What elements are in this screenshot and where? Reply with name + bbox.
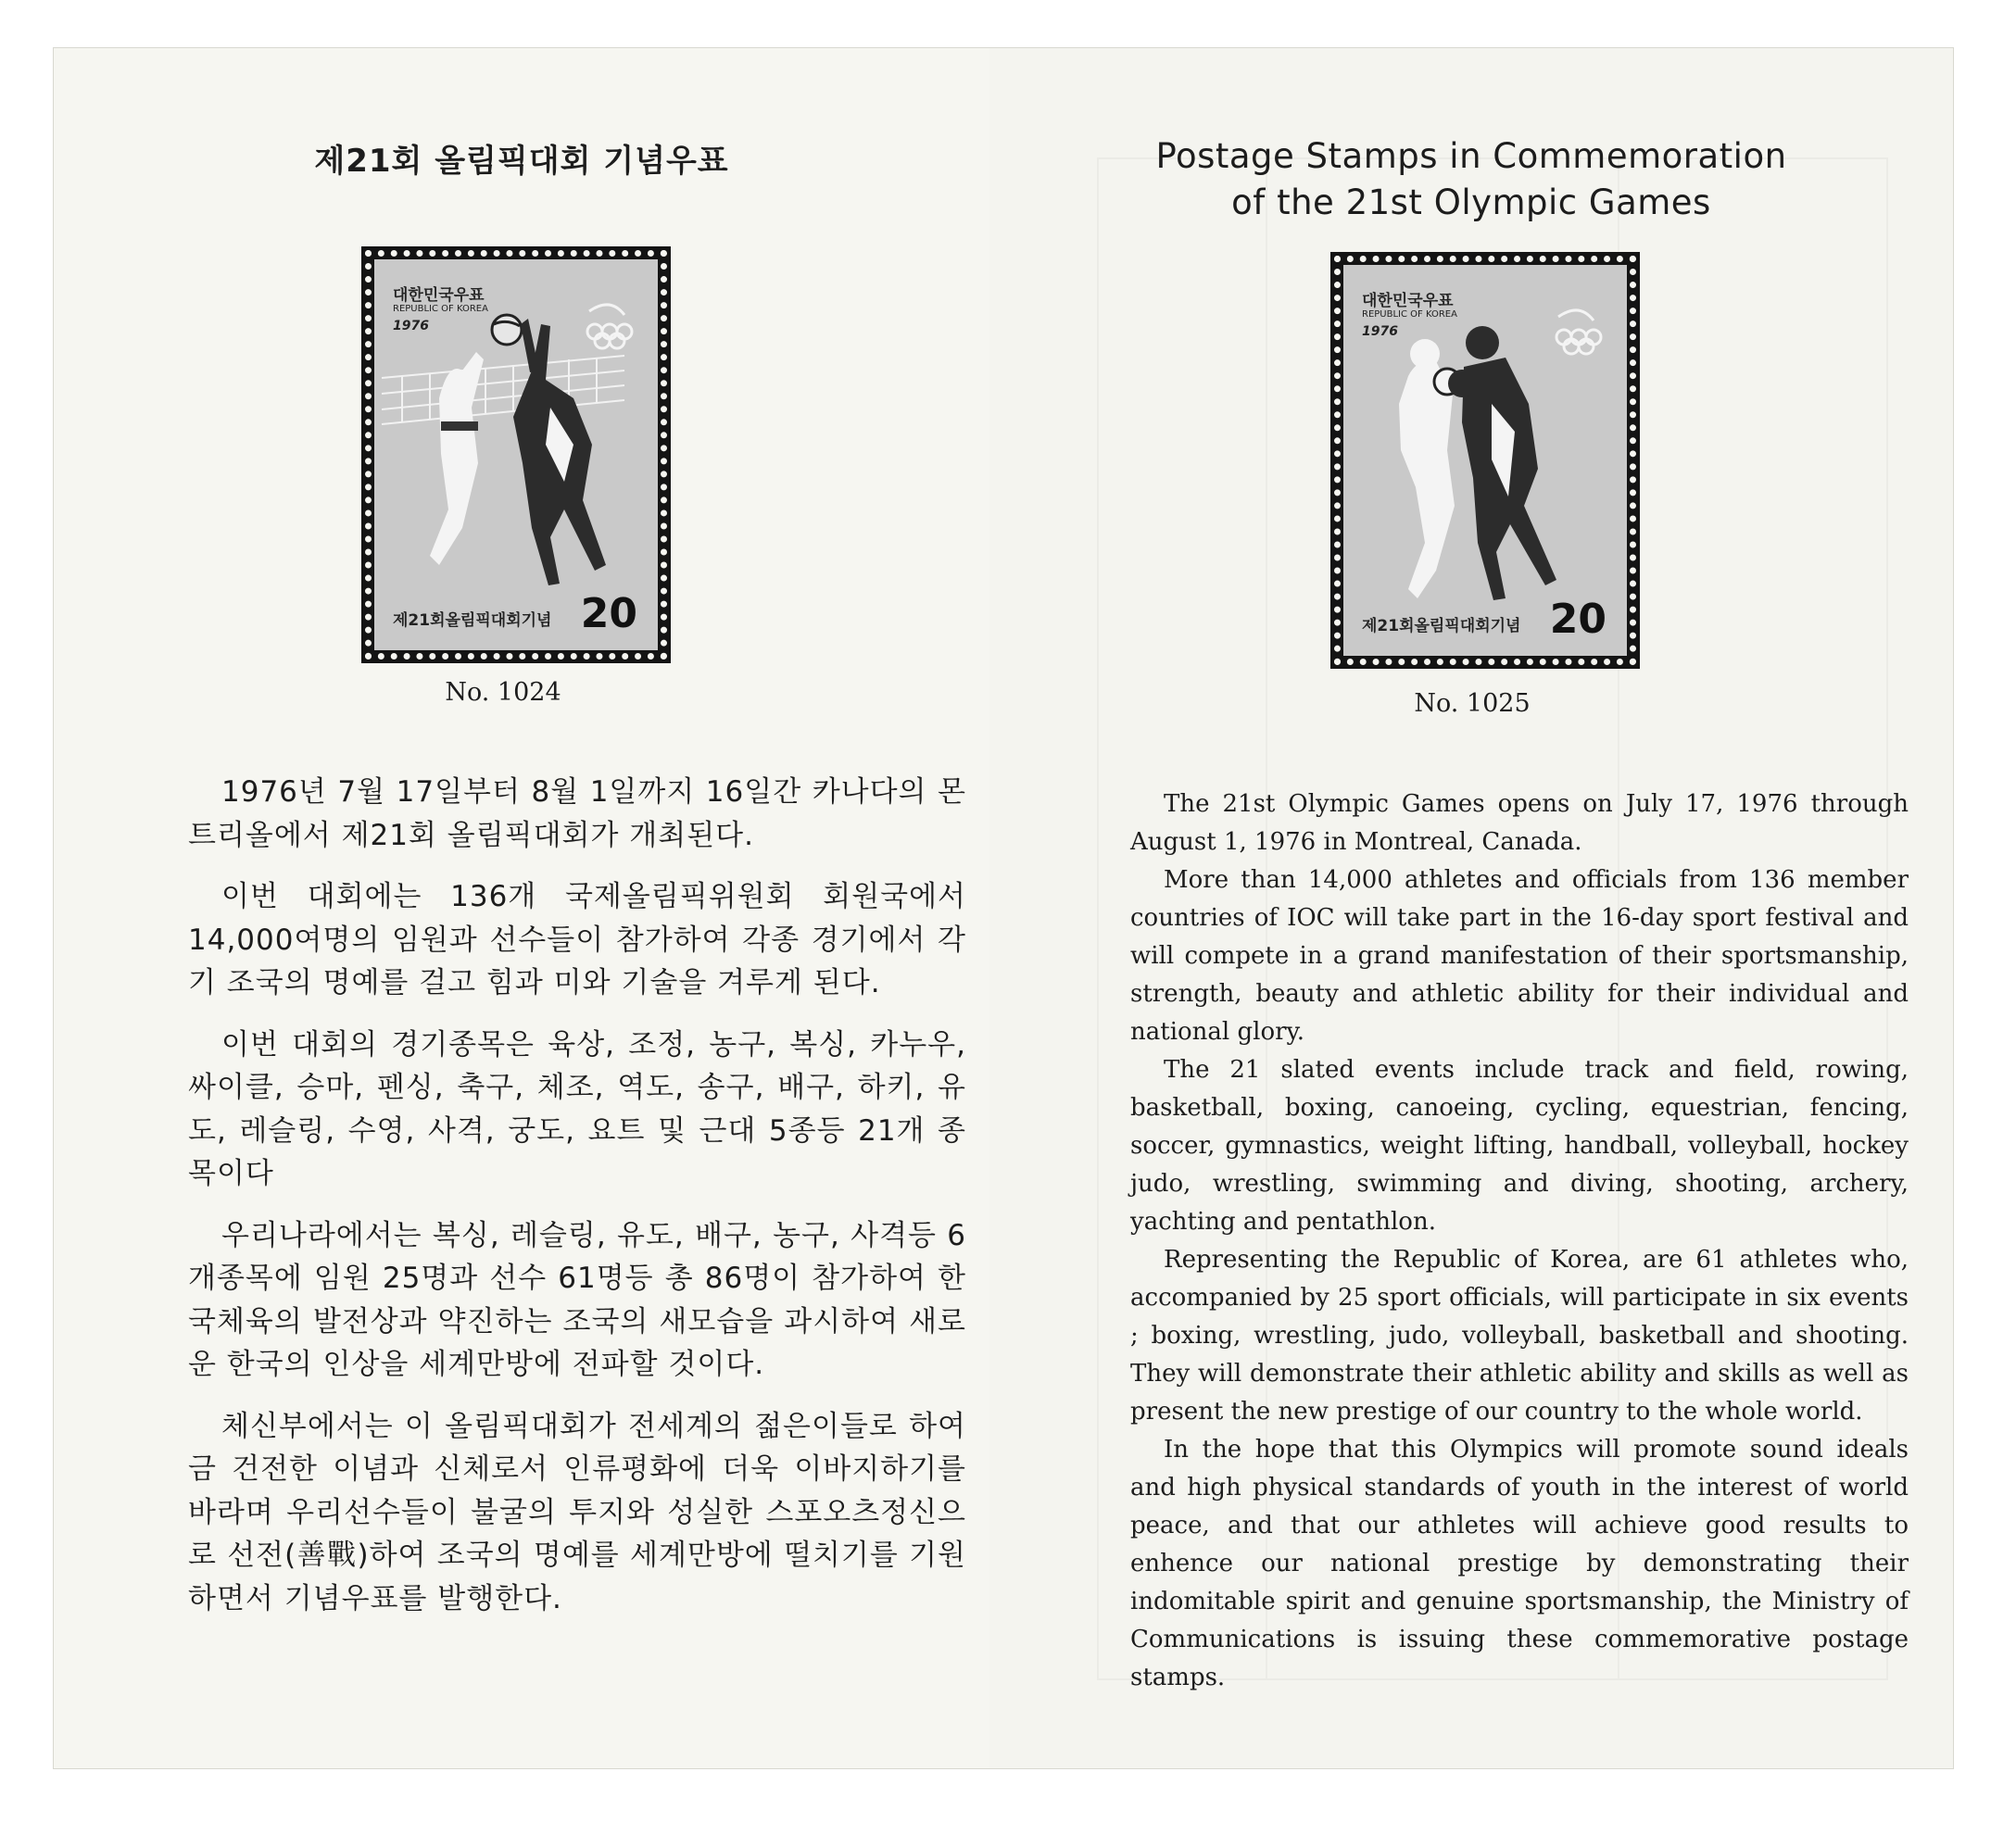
english-paragraph: The 21st Olympic Games opens on July 17, 1976 through August 1, 1976 in Montreal, Canada. [1130,790,1909,856]
stamp-number: No. 1025 [1414,689,1531,718]
stamp-leaflet [54,48,1953,1768]
english-title-line1: Postage Stamps in Commemoration [1155,136,1787,176]
korean-paragraph: 이번 대회에는 136개 국제올림픽위원회 회원국에서 14,000여명의 임원과 선수들이 참가하여 각종 경기에서 각기 조국의 명예를 걸고 힘과 미와 기술을 겨루게 된다. [188,880,966,999]
english-paragraph: The 21 slated events include track and field, rowing, basketball, boxing, canoeing, cycling, equestrian, fencing, soccer, gymnastics, weight lifting, handball, volleyball, hockey judo, wrestling, swimming and diving, shooting, archery, yachting and pentathlon. [1130,1056,1909,1236]
korean-paragraph: 이번 대회의 경기종목은 육상, 조정, 농구, 복싱, 카누우, 싸이클, 승마, 펜싱, 축구, 체조, 역도, 송구, 배구, 하키, 유도, 레슬링, 수영, 사격, 궁도, 요트 및 근대 5종등 21개 종목이다 [188,1027,966,1190]
stamp-country: REPUBLIC OF KOREA [393,304,488,314]
korean-paragraph: 체신부에서는 이 올림픽대회가 전세계의 젊은이들로 하여금 건전한 이념과 신체로서 인류평화에 더욱 이바지하기를 바라며 우리선수들이 불굴의 투지와 성실한 스포오츠정신으로 선전(善戰)하여 조국의 명예를 세계만방에 떨치기를 기원하면서 기념우표를 발행한다. [188,1409,966,1615]
stamp-caption: 제21회올림픽대회기념 [393,611,552,630]
stamp-denomination: 20 [1549,596,1606,643]
english-paragraph: In the hope that this Olympics will promote sound ideals and high physical standards of youth in the interest of world peace, and that our athletes will achieve good results to enhence our national prestige by demonstrating their indomitable spirit and genuine sportsmanship, the Ministry of Communications is issuing these commemorative postage stamps. [1130,1436,1909,1691]
stamp-country: REPUBLIC OF KOREA [1362,309,1457,320]
boxing-stamp [1330,252,1640,669]
korean-title: 제21회 올림픽대회 기념우표 [314,143,729,180]
stamp-issuer: 대한민국우표 [393,286,485,305]
korean-page [54,48,990,1768]
english-body [1130,785,1909,1697]
stamp-face [374,259,658,650]
stamp-denomination: 20 [580,590,637,637]
stamp-issuer: 대한민국우표 [1362,292,1454,310]
english-paragraph: More than 14,000 athletes and officials from 136 member countries of IOC will take part in the 16-day sport festival and will compete in a grand manifestation of their sportsmanship, strength, beauty and athletic ability for their individual and national glory. [1130,866,1909,1046]
korean-paragraph: 1976년 7월 17일부터 8월 1일까지 16일간 카나다의 몬트리올에서 제21회 올림픽대회가 개최된다. [188,775,966,852]
volleyball-stamp [361,246,671,663]
stamp-face [1343,265,1627,656]
english-paragraph: Representing the Republic of Korea, are 61 athletes who, accompanied by 25 sport officials, will participate in six events ; boxing, wrestling, judo, volleyball, basketball and shooting. They will demonstrate their athletic ability and skills as well as present the new prestige of our country to the whole world. [1130,1246,1909,1426]
english-title [989,133,1953,226]
english-page [989,48,1953,1768]
stamp-caption: 제21회올림픽대회기념 [1362,617,1521,635]
stamp-year: 1976 [393,319,429,333]
stamp-year: 1976 [1362,324,1398,339]
english-title-line2: of the 21st Olympic Games [1231,182,1711,222]
korean-paragraph: 우리나라에서는 복싱, 레슬링, 유도, 배구, 농구, 사격등 6개종목에 임원 25명과 선수 61명등 총 86명이 참가하여 한국체육의 발전상과 약진하는 조국의 새모습을 과시하여 새로운 한국의 인상을 세계만방에 전파할 것이다. [188,1218,966,1381]
stamp-number: No. 1024 [445,678,561,707]
korean-body [188,771,966,1639]
